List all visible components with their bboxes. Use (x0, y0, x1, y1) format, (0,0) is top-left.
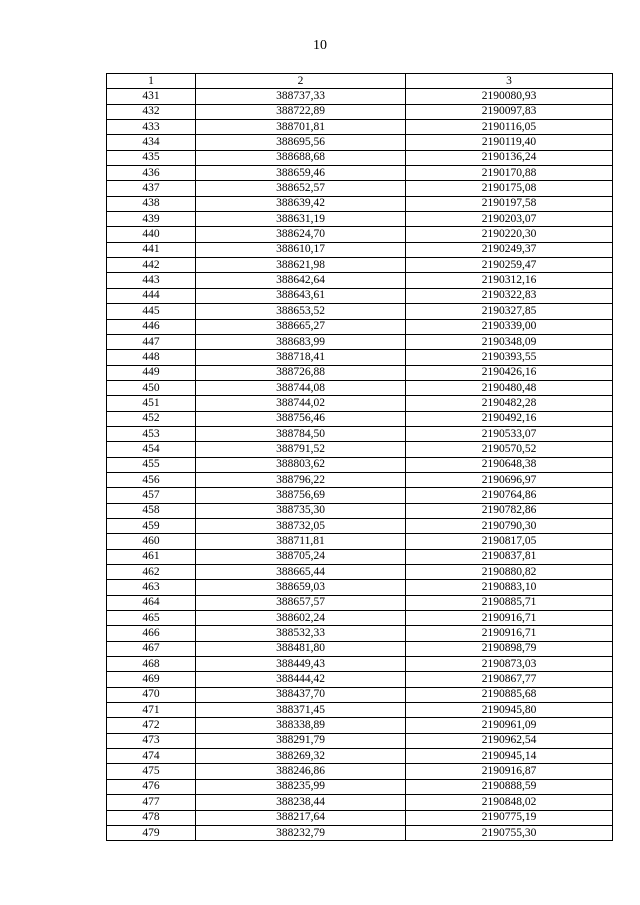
x-coordinate-cell: 388642,64 (196, 273, 406, 288)
x-coordinate-cell: 388744,02 (196, 396, 406, 411)
y-coordinate-cell: 2190480,48 (406, 380, 613, 395)
point-number-cell: 457 (107, 488, 196, 503)
column-header-3: 3 (406, 74, 613, 89)
y-coordinate-cell: 2190764,86 (406, 488, 613, 503)
y-coordinate-cell: 2190393,55 (406, 350, 613, 365)
x-coordinate-cell: 388371,45 (196, 703, 406, 718)
table-row (107, 472, 613, 487)
point-number-cell: 451 (107, 396, 196, 411)
x-coordinate-cell: 388756,46 (196, 411, 406, 426)
table-row (107, 595, 613, 610)
table-row (107, 779, 613, 794)
point-number-cell: 441 (107, 242, 196, 257)
table-row (107, 150, 613, 165)
x-coordinate-cell: 388639,42 (196, 196, 406, 211)
y-coordinate-cell: 2190327,85 (406, 304, 613, 319)
table-row (107, 319, 613, 334)
y-coordinate-cell: 2190945,14 (406, 749, 613, 764)
table-row (107, 181, 613, 196)
x-coordinate-cell: 388737,33 (196, 89, 406, 104)
y-coordinate-cell: 2190570,52 (406, 442, 613, 457)
x-coordinate-cell: 388624,70 (196, 227, 406, 242)
table-row (107, 687, 613, 702)
table-row (107, 104, 613, 119)
table-row (107, 120, 613, 135)
point-number-cell: 458 (107, 503, 196, 518)
y-coordinate-cell: 2190648,38 (406, 457, 613, 472)
x-coordinate-cell: 388803,62 (196, 457, 406, 472)
y-coordinate-cell: 2190837,81 (406, 549, 613, 564)
x-coordinate-cell: 388711,81 (196, 534, 406, 549)
table-row (107, 534, 613, 549)
table-row (107, 549, 613, 564)
point-number-cell: 453 (107, 426, 196, 441)
point-number-cell: 448 (107, 350, 196, 365)
x-coordinate-cell: 388449,43 (196, 657, 406, 672)
table-row (107, 227, 613, 242)
point-number-cell: 471 (107, 703, 196, 718)
x-coordinate-cell: 388610,17 (196, 242, 406, 257)
point-number-cell: 438 (107, 196, 196, 211)
x-coordinate-cell: 388722,89 (196, 104, 406, 119)
y-coordinate-cell: 2190885,68 (406, 687, 613, 702)
x-coordinate-cell: 388602,24 (196, 611, 406, 626)
point-number-cell: 449 (107, 365, 196, 380)
y-coordinate-cell: 2190259,47 (406, 258, 613, 273)
x-coordinate-cell: 388532,33 (196, 626, 406, 641)
x-coordinate-cell: 388235,99 (196, 779, 406, 794)
table-row (107, 810, 613, 825)
point-number-cell: 447 (107, 334, 196, 349)
point-number-cell: 442 (107, 258, 196, 273)
column-header-2: 2 (196, 74, 406, 89)
point-number-cell: 456 (107, 472, 196, 487)
x-coordinate-cell: 388705,24 (196, 549, 406, 564)
x-coordinate-cell: 388232,79 (196, 825, 406, 840)
point-number-cell: 431 (107, 89, 196, 104)
table-row (107, 703, 613, 718)
point-number-cell: 443 (107, 273, 196, 288)
table-row (107, 733, 613, 748)
y-coordinate-cell: 2190961,09 (406, 718, 613, 733)
point-number-cell: 463 (107, 580, 196, 595)
x-coordinate-cell: 388735,30 (196, 503, 406, 518)
y-coordinate-cell: 2190426,16 (406, 365, 613, 380)
y-coordinate-cell: 2190916,87 (406, 764, 613, 779)
x-coordinate-cell: 388688,68 (196, 150, 406, 165)
x-coordinate-cell: 388718,41 (196, 350, 406, 365)
point-number-cell: 476 (107, 779, 196, 794)
y-coordinate-cell: 2190322,83 (406, 288, 613, 303)
point-number-cell: 467 (107, 641, 196, 656)
x-coordinate-cell: 388732,05 (196, 518, 406, 533)
y-coordinate-cell: 2190119,40 (406, 135, 613, 150)
x-coordinate-cell: 388791,52 (196, 442, 406, 457)
point-number-cell: 479 (107, 825, 196, 840)
point-number-cell: 462 (107, 565, 196, 580)
y-coordinate-cell: 2190097,83 (406, 104, 613, 119)
point-number-cell: 459 (107, 518, 196, 533)
table-row (107, 518, 613, 533)
table-row (107, 795, 613, 810)
x-coordinate-cell: 388238,44 (196, 795, 406, 810)
table-row (107, 641, 613, 656)
y-coordinate-cell: 2190116,05 (406, 120, 613, 135)
y-coordinate-cell: 2190080,93 (406, 89, 613, 104)
table-row (107, 380, 613, 395)
table-row (107, 135, 613, 150)
table-row (107, 611, 613, 626)
table-row (107, 657, 613, 672)
y-coordinate-cell: 2190220,30 (406, 227, 613, 242)
y-coordinate-cell: 2190962,54 (406, 733, 613, 748)
table-row (107, 411, 613, 426)
point-number-cell: 445 (107, 304, 196, 319)
table-row (107, 212, 613, 227)
x-coordinate-cell: 388269,32 (196, 749, 406, 764)
page-number: 10 (313, 38, 327, 53)
table-row (107, 196, 613, 211)
y-coordinate-cell: 2190312,16 (406, 273, 613, 288)
y-coordinate-cell: 2190197,58 (406, 196, 613, 211)
point-number-cell: 432 (107, 104, 196, 119)
y-coordinate-cell: 2190790,30 (406, 518, 613, 533)
x-coordinate-cell: 388643,61 (196, 288, 406, 303)
x-coordinate-cell: 388726,88 (196, 365, 406, 380)
point-number-cell: 472 (107, 718, 196, 733)
table-row (107, 426, 613, 441)
table-row (107, 503, 613, 518)
x-coordinate-cell: 388756,69 (196, 488, 406, 503)
column-header-1: 1 (107, 74, 196, 89)
table-row (107, 334, 613, 349)
point-number-cell: 452 (107, 411, 196, 426)
table-row (107, 457, 613, 472)
x-coordinate-cell: 388291,79 (196, 733, 406, 748)
table-row (107, 396, 613, 411)
y-coordinate-cell: 2190696,97 (406, 472, 613, 487)
point-number-cell: 446 (107, 319, 196, 334)
x-coordinate-cell: 388652,57 (196, 181, 406, 196)
x-coordinate-cell: 388744,08 (196, 380, 406, 395)
y-coordinate-cell: 2190170,88 (406, 166, 613, 181)
point-number-cell: 440 (107, 227, 196, 242)
x-coordinate-cell: 388796,22 (196, 472, 406, 487)
table-header-row (107, 74, 613, 89)
point-number-cell: 474 (107, 749, 196, 764)
point-number-cell: 475 (107, 764, 196, 779)
point-number-cell: 434 (107, 135, 196, 150)
x-coordinate-cell: 388437,70 (196, 687, 406, 702)
y-coordinate-cell: 2190867,77 (406, 672, 613, 687)
point-number-cell: 470 (107, 687, 196, 702)
y-coordinate-cell: 2190916,71 (406, 611, 613, 626)
x-coordinate-cell: 388631,19 (196, 212, 406, 227)
y-coordinate-cell: 2190175,08 (406, 181, 613, 196)
table-row (107, 89, 613, 104)
y-coordinate-cell: 2190203,07 (406, 212, 613, 227)
table-row (107, 258, 613, 273)
point-number-cell: 454 (107, 442, 196, 457)
y-coordinate-cell: 2190339,00 (406, 319, 613, 334)
table-row (107, 749, 613, 764)
x-coordinate-cell: 388444,42 (196, 672, 406, 687)
x-coordinate-cell: 388246,86 (196, 764, 406, 779)
point-number-cell: 450 (107, 380, 196, 395)
y-coordinate-cell: 2190817,05 (406, 534, 613, 549)
table-row (107, 764, 613, 779)
table-row (107, 273, 613, 288)
x-coordinate-cell: 388695,56 (196, 135, 406, 150)
x-coordinate-cell: 388657,57 (196, 595, 406, 610)
point-number-cell: 433 (107, 120, 196, 135)
x-coordinate-cell: 388659,03 (196, 580, 406, 595)
point-number-cell: 473 (107, 733, 196, 748)
point-number-cell: 461 (107, 549, 196, 564)
point-number-cell: 435 (107, 150, 196, 165)
table-row (107, 288, 613, 303)
y-coordinate-cell: 2190782,86 (406, 503, 613, 518)
point-number-cell: 468 (107, 657, 196, 672)
x-coordinate-cell: 388665,27 (196, 319, 406, 334)
y-coordinate-cell: 2190916,71 (406, 626, 613, 641)
y-coordinate-cell: 2190848,02 (406, 795, 613, 810)
y-coordinate-cell: 2190348,09 (406, 334, 613, 349)
y-coordinate-cell: 2190945,80 (406, 703, 613, 718)
point-number-cell: 465 (107, 611, 196, 626)
x-coordinate-cell: 388683,99 (196, 334, 406, 349)
point-number-cell: 455 (107, 457, 196, 472)
coordinates-table (106, 73, 613, 841)
y-coordinate-cell: 2190249,37 (406, 242, 613, 257)
point-number-cell: 464 (107, 595, 196, 610)
y-coordinate-cell: 2190482,28 (406, 396, 613, 411)
table-row (107, 488, 613, 503)
table-row (107, 626, 613, 641)
table-row (107, 442, 613, 457)
y-coordinate-cell: 2190492,16 (406, 411, 613, 426)
table-row (107, 365, 613, 380)
x-coordinate-cell: 388338,89 (196, 718, 406, 733)
table-row (107, 565, 613, 580)
y-coordinate-cell: 2190755,30 (406, 825, 613, 840)
y-coordinate-cell: 2190888,59 (406, 779, 613, 794)
point-number-cell: 439 (107, 212, 196, 227)
point-number-cell: 469 (107, 672, 196, 687)
point-number-cell: 437 (107, 181, 196, 196)
point-number-cell: 444 (107, 288, 196, 303)
point-number-cell: 478 (107, 810, 196, 825)
y-coordinate-cell: 2190898,79 (406, 641, 613, 656)
x-coordinate-cell: 388701,81 (196, 120, 406, 135)
y-coordinate-cell: 2190883,10 (406, 580, 613, 595)
x-coordinate-cell: 388621,98 (196, 258, 406, 273)
x-coordinate-cell: 388217,64 (196, 810, 406, 825)
table-row (107, 825, 613, 840)
table-row (107, 718, 613, 733)
point-number-cell: 466 (107, 626, 196, 641)
x-coordinate-cell: 388665,44 (196, 565, 406, 580)
y-coordinate-cell: 2190873,03 (406, 657, 613, 672)
x-coordinate-cell: 388784,50 (196, 426, 406, 441)
y-coordinate-cell: 2190533,07 (406, 426, 613, 441)
point-number-cell: 477 (107, 795, 196, 810)
x-coordinate-cell: 388653,52 (196, 304, 406, 319)
y-coordinate-cell: 2190880,82 (406, 565, 613, 580)
table-row (107, 166, 613, 181)
point-number-cell: 436 (107, 166, 196, 181)
x-coordinate-cell: 388481,80 (196, 641, 406, 656)
point-number-cell: 460 (107, 534, 196, 549)
table-row (107, 350, 613, 365)
table-row (107, 304, 613, 319)
table-row (107, 672, 613, 687)
table-row (107, 580, 613, 595)
y-coordinate-cell: 2190136,24 (406, 150, 613, 165)
x-coordinate-cell: 388659,46 (196, 166, 406, 181)
table-row (107, 242, 613, 257)
y-coordinate-cell: 2190775,19 (406, 810, 613, 825)
table-body (107, 89, 613, 841)
y-coordinate-cell: 2190885,71 (406, 595, 613, 610)
